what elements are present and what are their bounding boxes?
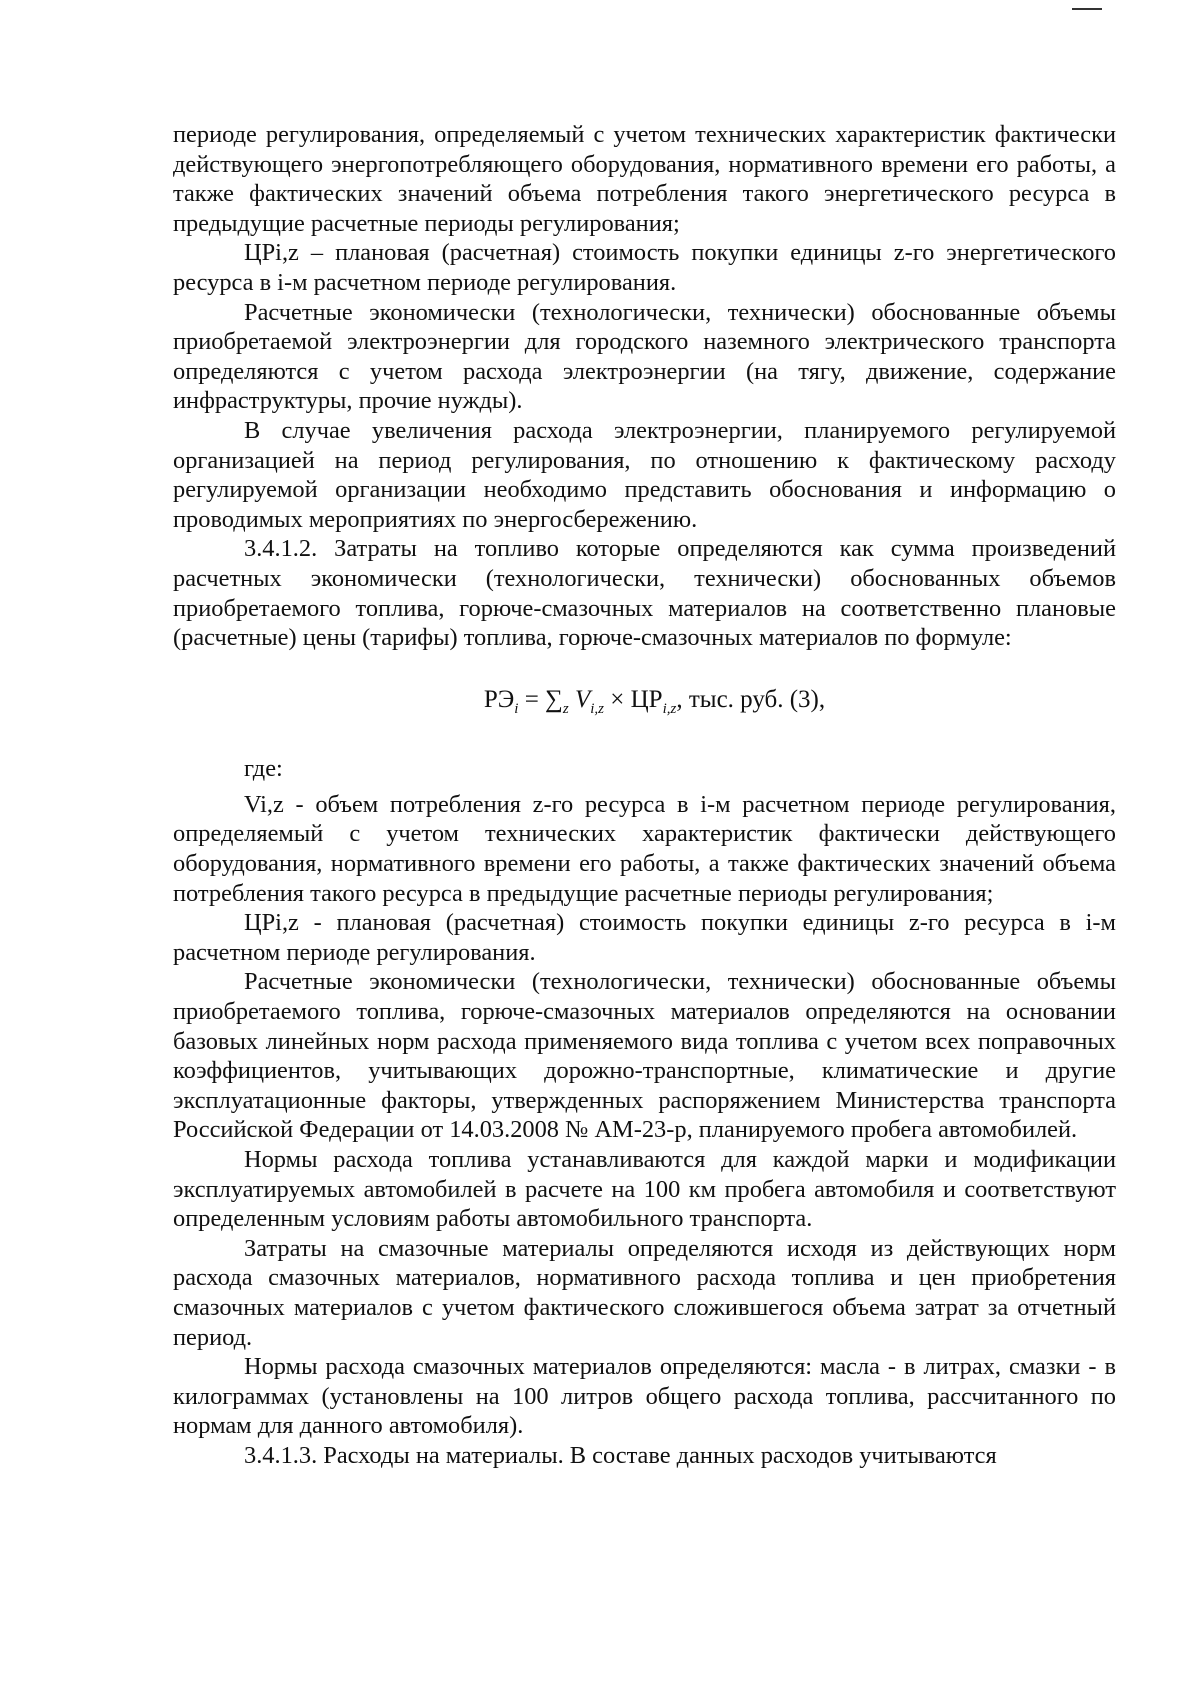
paragraph-electricity-increase: В случае увеличения расхода электроэнергии, планируемого регулируемой организацией на период регулирования, по отношению к фактическому расходу регулируемой организации необходимо представить обоснования и информацию о проводимых мероприятиях по энергосбережению. xyxy=(173,416,1116,533)
paragraph-price-definition: ЦРi,z - плановая (расчетная) стоимость покупки единицы z-го ресурса в i-м расчетном периоде регулирования. xyxy=(173,909,1116,966)
paragraph-section-3-4-1-2: 3.4.1.2. Затраты на топливо которые определяются как сумма произведений расчетных экономически (технологически, технически) обоснованных объемов приобретаемого топлива, горюче-смазочных материалов на соответственно плановые (расчетные) цены (тарифы) топлива, горюче-смазочных материалов по формуле: xyxy=(173,535,1116,652)
paragraph-fuel-norms: Нормы расхода топлива устанавливаются для каждой марки и модификации эксплуатируемых автомобилей в расчете на 100 км пробега автомобиля и соответствуют определенным условиям работы автомобильного транспорта. xyxy=(173,1146,1116,1233)
paragraph-energy-volume-end: периоде регулирования, определяемый с учетом технических характеристик фактически действующего энергопотребляющего оборудования, нормативного времени его работы, а также фактических значений объема потребления такого энергетического ресурса в предыдущие расчетные периоды регулирования; xyxy=(173,121,1116,237)
formula-volume-symbol: V xyxy=(574,685,591,713)
formula-lhs: РЭ xyxy=(483,685,515,713)
paragraph-section-3-4-1-3: 3.4.1.3. Расходы на материалы. В составе данных расходов учитываются xyxy=(244,1441,997,1469)
document-page xyxy=(173,120,1116,1471)
paragraph-energy-price-definition: ЦРi,z – плановая (расчетная) стоимость покупки единицы z-го энергетического ресурса в i-м расчетном периоде регулирования. xyxy=(173,239,1116,296)
formula-units-number: , тыс. руб. (3), xyxy=(676,685,826,713)
formula-sum-subscript: z xyxy=(562,700,569,717)
formula-times-price: × ЦР xyxy=(604,685,663,713)
formula-equals-sum: = ∑ xyxy=(518,685,563,713)
formula-volume-subscript: i,z xyxy=(590,700,605,717)
where-label: где: xyxy=(244,755,283,783)
paragraph-electric-transport-volumes: Расчетные экономически (технологически, технически) обоснованные объемы приобретаемой электроэнергии для городского наземного электрического транспорта определяются с учетом расхода электроэнергии (на тягу, движение, содержание инфраструктуры, прочие нужды). xyxy=(173,298,1116,415)
paragraph-lubricant-costs: Затраты на смазочные материалы определяются исходя из действующих норм расхода смазочных материалов, нормативного расхода топлива и цен приобретения смазочных материалов с учетом фактического сложившегося объема затрат за отчетный период. xyxy=(173,1234,1116,1351)
paragraph-fuel-volumes: Расчетные экономически (технологически, технически) обоснованные объемы приобретаемого топлива, горюче-смазочных материалов определяются на основании базовых линейных норм расхода применяемого вида топлива с учетом всех поправочных коэффициентов, учитывающих дорожно-транспортные, климатические и другие эксплуатационные факторы, утвержденных распоряжением Министерства транспорта Российской Федерации от 14.03.2008 № АМ-23-р, планируемого пробега автомобилей. xyxy=(173,968,1116,1144)
paragraph-lubricant-norms: Нормы расхода смазочных материалов определяются: масла - в литрах, смазки - в килограммах (установлены на 100 литров общего расхода топлива, рассчитанного по нормам для данного автомобиля). xyxy=(173,1353,1116,1440)
formula-price-subscript: i,z xyxy=(662,700,677,717)
page-corner-mark xyxy=(1072,8,1102,10)
formula-lhs-subscript: i xyxy=(514,700,519,717)
paragraph-volume-definition: Vi,z - объем потребления z-го ресурса в i-м расчетном периоде регулирования, определяемый с учетом технических характеристик фактически действующего оборудования, нормативного времени его работы, а также фактических значений объема потребления такого ресурса в предыдущие расчетные периоды регулирования; xyxy=(173,790,1116,907)
formula-3 xyxy=(173,685,1116,725)
